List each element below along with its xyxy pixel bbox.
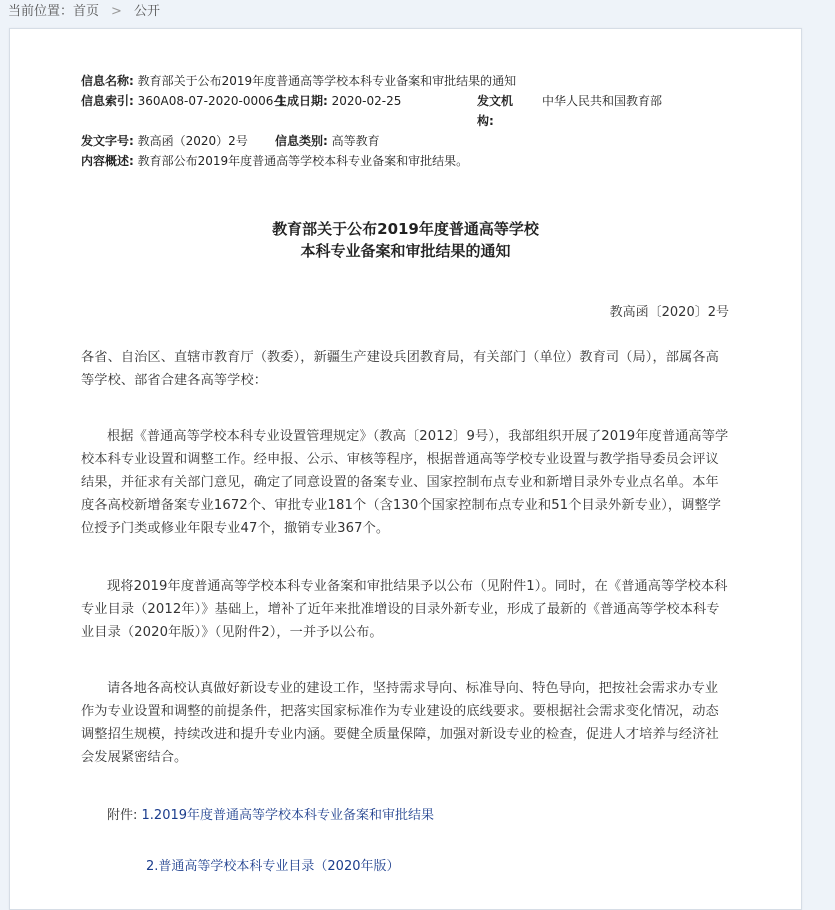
meta-issuer-value — [542, 93, 662, 109]
meta-summary-row — [81, 153, 468, 169]
attachment-link-1[interactable]: 1.2019年度普通高等学校本科专业备案和审批结果 — [141, 808, 435, 823]
breadcrumb — [8, 3, 160, 21]
paragraph-2: 现将2019年度普通高等学校本科专业备案和审批结果予以公布（见附件1）。同时，在《普通高等学校本科专业目录（2012年）》基础上，增补了近年来批准增设的目录外新专业，形成了最新的《普通高等学校本科专业目录（2020年版）》（见附件2），一并予以公布。 — [81, 579, 728, 640]
attachments-row-2 — [146, 855, 400, 874]
meta-docno-value: 教高函（2020）2号 — [137, 134, 248, 148]
meta-issuer-value-text: 中华人民共和国教育部 — [542, 94, 663, 108]
breadcrumb-label: 当前位置： — [8, 4, 74, 19]
meta-category-row — [275, 133, 380, 149]
meta-category-label: 信息类别: — [275, 134, 328, 148]
content-panel — [9, 28, 802, 910]
breadcrumb-separator-icon: > — [111, 4, 122, 19]
attachments-row-1 — [107, 804, 434, 823]
paragraph-3: 请各地各高校认真做好新设专业的建设工作，坚持需求导向、标准导向、特色导向，把按社会需求办专业作为专业设置和调整的前提条件，把落实国家标准作为专业建设的底线要求。要根据社会需求变化情况，动态调整招生规模，持续改进和提升专业内涵。要健全质量保障，加强对新设专业的检查，促进人才培养与经济社会发展紧密结合。 — [81, 681, 719, 765]
meta-issuer-label-2 — [477, 113, 494, 129]
meta-index-label: 信息索引: — [81, 94, 134, 108]
document-number: 教高函〔2020〕2号 — [609, 305, 729, 320]
meta-category-value: 高等教育 — [331, 134, 380, 148]
document-title-line1: 教育部关于公布2019年度普通高等学校 — [272, 220, 539, 238]
meta-index-row — [81, 93, 285, 109]
breadcrumb-current: 公开 — [133, 4, 160, 19]
meta-docno-label: 发文字号: — [81, 134, 134, 148]
salutation: 各省、自治区、直辖市教育厅（教委），新疆生产建设兵团教育局，有关部门（单位）教育司（局），部属各高等学校、部省合建各高等学校： — [81, 350, 719, 388]
meta-issuer-label-text-1: 发文机 — [477, 94, 514, 108]
meta-issuer-label-text-2: 构: — [477, 114, 494, 128]
meta-summary-value: 教育部公布2019年度普通高等学校本科专业备案和审批结果。 — [137, 154, 469, 168]
meta-name-value: 教育部关于公布2019年度普通高等学校本科专业备案和审批结果的通知 — [137, 74, 517, 88]
meta-date-row — [275, 93, 401, 109]
meta-date-label: 生成日期: — [275, 94, 328, 108]
meta-issuer-label-1 — [477, 93, 513, 109]
meta-date-value: 2020-02-25 — [331, 94, 402, 108]
breadcrumb-home-link[interactable]: 首页 — [73, 4, 100, 19]
paragraph-1: 根据《普通高等学校本科专业设置管理规定》（教高〔2012〕9号），我部组织开展了2019年度普通高等学校本科专业设置和调整工作。经申报、公示、审核等程序，根据普通高等学校专业设置与教学指导委员会评议结果，并征求有关部门意见，确定了同意设置的备案专业、国家控制布点专业和新增目录外专业点名单。本年度各高校新增备案专业1672个、审批专业181个（含130个国家控制布点专业和51个目录外新专业），调整学位授予门类或修业年限专业47个，撤销专业367个。 — [81, 429, 729, 536]
document-title-line2: 本科专业备案和审批结果的通知 — [300, 242, 511, 260]
attachments-label: 附件: — [107, 808, 138, 823]
meta-index-value: 360A08-07-2020-0006-1 — [137, 94, 286, 108]
meta-docno-row — [81, 133, 248, 149]
meta-name-label: 信息名称: — [81, 74, 134, 88]
meta-summary-label: 内容概述: — [81, 154, 134, 168]
attachment-link-2[interactable]: 2.普通高等学校本科专业目录（2020年版） — [146, 859, 400, 874]
meta-name-row — [81, 73, 516, 89]
